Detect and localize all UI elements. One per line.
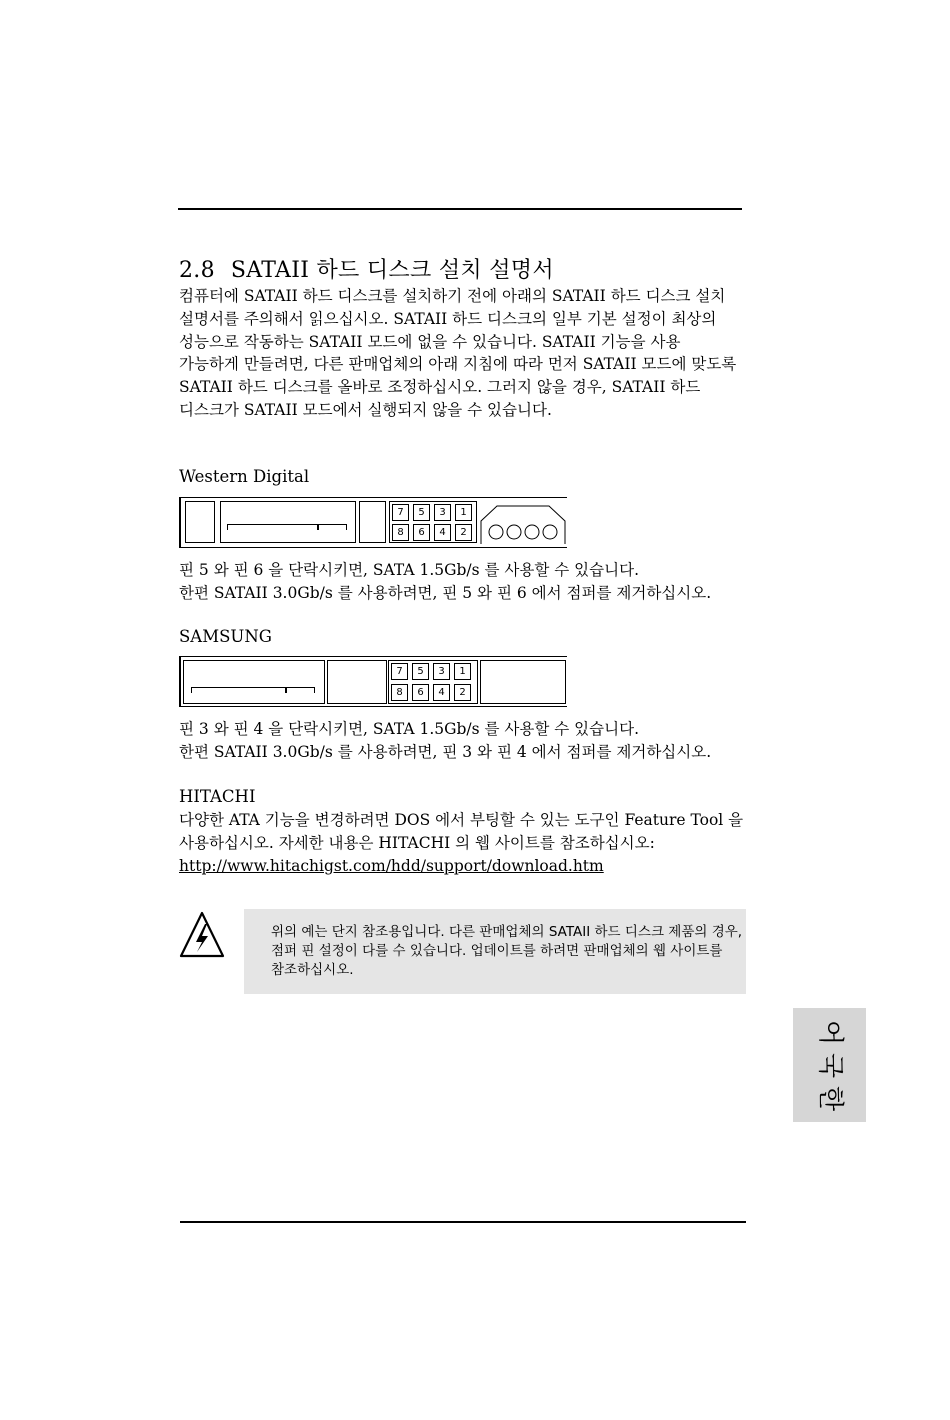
hitachi-download-link[interactable]: http://www.hitachigst.com/hdd/support/download.htm [179,857,604,875]
section-title [179,253,554,284]
section-title-text: SATAII 하드 디스크 설치 설명서 [230,258,554,283]
pin: 6 [413,524,430,541]
top-rule [178,208,742,210]
intro-paragraph: 컴퓨터에 SATAII 하드 디스크를 설치하기 전에 아래의 SATAII 하드 디스크 설치 설명서를 주의해서 읽으십시오. SATAII 하드 디스크의 일부 기본 설정이 최상의 성능으로 작동하는 SATAII 모드에 없을 수 있습니다. SATAII 기능을 사용 가능하게 만들려면, 다른 판매업체의 아래 지침에 따라 먼저 SATAII 모드에 맞도록 SATAII 하드 디스크를 올바로 조정하십시오. 그러지 않을 경우, SATAII 하드 디스크가 SATAII 모드에서 실행되지 않을 수 있습니다. [179,287,737,419]
power-connector [480,660,566,704]
pin: 3 [434,504,451,521]
pin: 5 [413,504,430,521]
pin: 8 [392,524,409,541]
pin: 7 [391,663,408,680]
pin: 2 [455,524,472,541]
hitachi-paragraph: 다양한 ATA 기능을 변경하려면 DOS 에서 부팅할 수 있는 도구인 Feature Tool 을 사용하십시오. 자세한 내용은 HITACHI 의 웹 사이트를 참조하십시오: [179,811,744,852]
pin: 3 [433,663,450,680]
pin: 4 [434,524,451,541]
samsung-line2: 한편 SATAII 3.0Gb/s 를 사용하려면, 핀 3 와 핀 4 에서 점퍼를 제거하십시오. [179,743,712,761]
sata-data-connector [220,501,356,543]
western-digital-line1: 핀 5 와 핀 6 을 단락시키면, SATA 1.5Gb/s 를 사용할 수 있습니다. [179,561,639,579]
pin: 4 [433,684,450,701]
pin: 1 [455,504,472,521]
pin: 5 [412,663,429,680]
side-tab-char: 국 [815,1052,845,1078]
note-text: 위의 예는 단지 참조용입니다. 다른 판매업체의 SATAII 하드 디스크 제품의 경우, 점퍼 핀 설정이 다를 수 있습니다. 업데이트를 하려면 판매업체의 웹 사이트를 참조하십시오. [271,924,743,978]
samsung-heading: SAMSUNG [179,627,272,646]
warning-lightning-icon [176,909,226,961]
sata-data-connector [183,660,325,704]
samsung-line1: 핀 3 와 핀 4 을 단락시키면, SATA 1.5Gb/s 를 사용할 수 있습니다. [179,720,639,738]
pin: 7 [392,504,409,521]
hitachi-heading: HITACHI [179,787,256,806]
pin: 2 [454,684,471,701]
molex-power-connector [479,501,567,545]
side-tab-char: 어 [815,1019,845,1045]
bottom-rule [180,1221,746,1223]
western-digital-line2: 한편 SATAII 3.0Gb/s 를 사용하려면, 핀 5 와 핀 6 에서 점퍼를 제거하십시오. [179,584,712,602]
side-tab-char: 한 [815,1085,845,1111]
section-number: 2.8 [179,258,215,283]
pin: 6 [412,684,429,701]
western-digital-heading: Western Digital [179,467,310,486]
pin: 1 [454,663,471,680]
samsung-jumper-diagram [179,655,569,709]
western-digital-jumper-diagram [179,496,569,550]
pin: 8 [391,684,408,701]
language-side-tab [793,1008,866,1122]
